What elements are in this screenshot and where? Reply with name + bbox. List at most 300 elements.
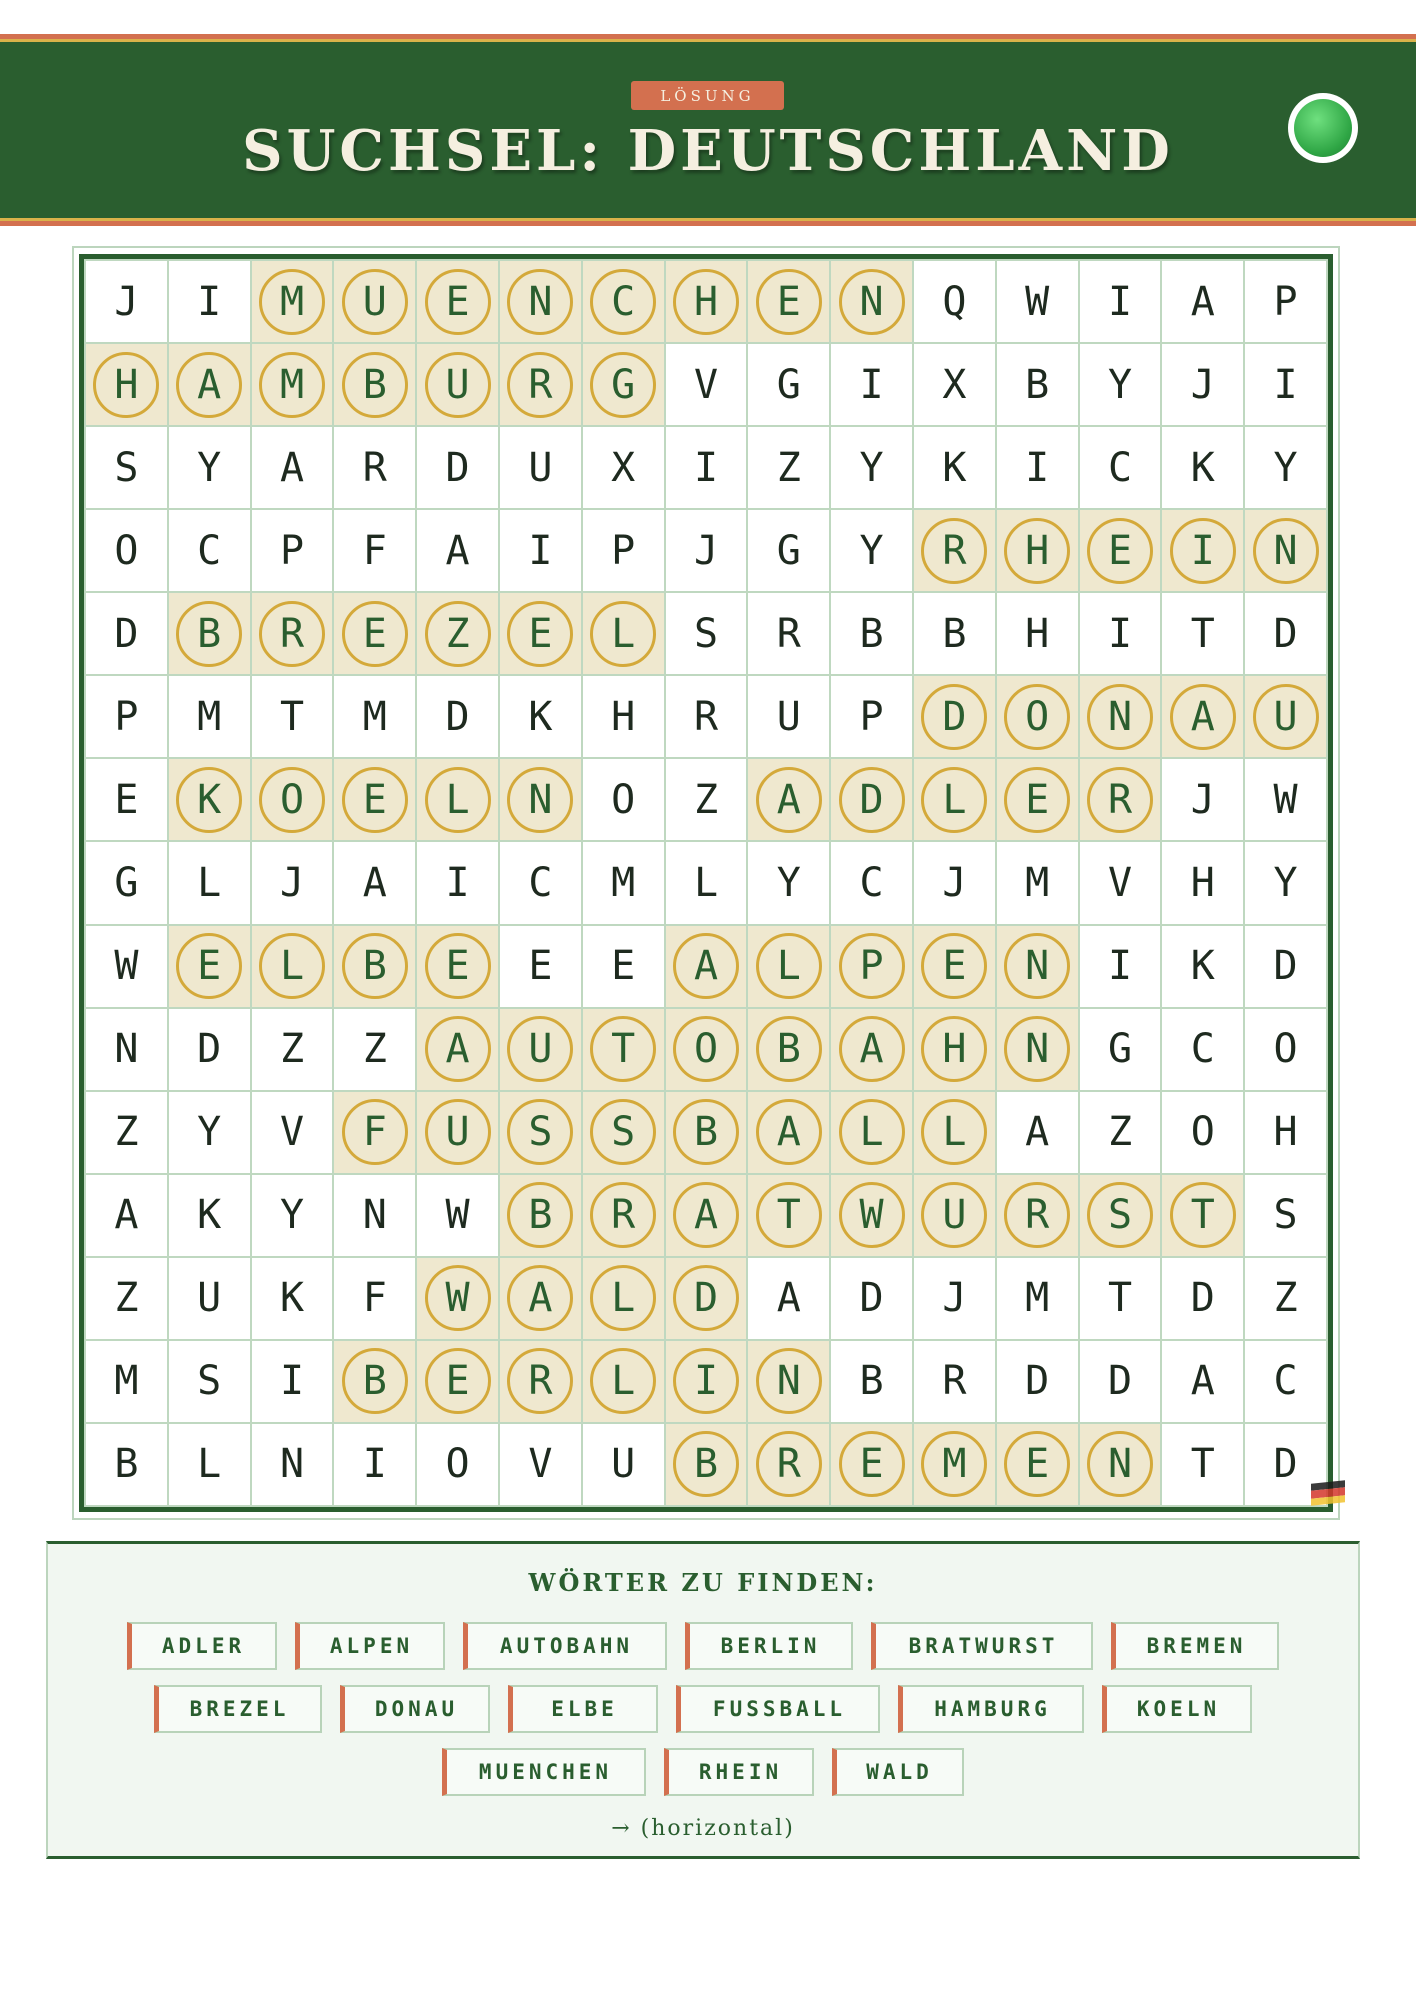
highlight-circle: A [839, 1016, 905, 1082]
grid-cell: K [252, 1258, 333, 1339]
word-chip: WALD [832, 1748, 964, 1796]
highlight-circle: T [1170, 1182, 1236, 1248]
word-chip: BERLIN [685, 1622, 853, 1670]
grid-cell: F [334, 510, 415, 591]
grid-cell: U [583, 1424, 664, 1505]
grid-cell [748, 926, 829, 1007]
grid-cell: I [997, 427, 1078, 508]
grid-cell: N [86, 1009, 167, 1090]
highlight-circle: T [590, 1016, 656, 1082]
grid-cell [748, 1424, 829, 1505]
grid-cell: M [86, 1341, 167, 1422]
page-title: SUCHSEL: DEUTSCHLAND [242, 118, 1174, 184]
highlight-circle: N [756, 1348, 822, 1414]
highlight-circle: R [507, 1348, 573, 1414]
highlight-circle: N [1004, 1016, 1070, 1082]
grid-cell [914, 926, 995, 1007]
grid-cell [252, 759, 333, 840]
highlight-circle: O [259, 767, 325, 833]
grid-cell: D [997, 1341, 1078, 1422]
word-chip: KOELN [1102, 1685, 1252, 1733]
grid-cell: I [1080, 926, 1161, 1007]
highlight-circle: U [921, 1182, 987, 1248]
grid-cell: U [748, 676, 829, 757]
grid-cell [666, 1175, 747, 1256]
grid-cell [748, 1175, 829, 1256]
highlight-circle: L [839, 1099, 905, 1165]
grid-cell: C [1162, 1009, 1243, 1090]
grid-cell: D [169, 1009, 250, 1090]
grid-cell [666, 261, 747, 342]
highlight-circle: E [1004, 767, 1070, 833]
grid-cell: E [583, 926, 664, 1007]
grid-cell: D [86, 593, 167, 674]
highlight-circle: A [176, 352, 242, 418]
grid-cell: N [334, 1175, 415, 1256]
green-circle-icon [1288, 93, 1358, 163]
grid-cell [914, 676, 995, 757]
grid-cell [334, 1341, 415, 1422]
highlight-circle: S [507, 1099, 573, 1165]
grid-cell [748, 261, 829, 342]
grid-cell [252, 261, 333, 342]
grid-cell: A [1162, 261, 1243, 342]
highlight-circle: C [590, 269, 656, 335]
grid-cell: J [1162, 759, 1243, 840]
word-list-title: WÖRTER ZU FINDEN: [528, 1568, 878, 1597]
grid-cell: C [169, 510, 250, 591]
highlight-circle: E [425, 1348, 491, 1414]
grid-cell [86, 344, 167, 425]
highlight-circle: B [507, 1182, 573, 1248]
grid-cell: Z [1080, 1092, 1161, 1173]
highlight-circle: P [839, 933, 905, 999]
grid-cell [1080, 676, 1161, 757]
highlight-circle: R [507, 352, 573, 418]
grid-cell [583, 1092, 664, 1173]
grid-cell [500, 593, 581, 674]
word-chip: BREMEN [1111, 1622, 1279, 1670]
grid-cell [417, 926, 498, 1007]
header-banner [0, 34, 1416, 226]
grid-cell [666, 926, 747, 1007]
grid-cell: K [500, 676, 581, 757]
grid-cell: O [417, 1424, 498, 1505]
grid-cell: V [1080, 842, 1161, 923]
grid-cell: J [252, 842, 333, 923]
grid-cell: R [914, 1341, 995, 1422]
grid-cell: H [1245, 1092, 1326, 1173]
grid-cell: U [169, 1258, 250, 1339]
highlight-circle: L [921, 1099, 987, 1165]
grid-cell: A [417, 510, 498, 591]
grid-cell: Z [334, 1009, 415, 1090]
grid-cell: O [583, 759, 664, 840]
grid-cell: L [169, 1424, 250, 1505]
grid-cell [997, 676, 1078, 757]
grid-cell [417, 1092, 498, 1173]
highlight-circle: E [1004, 1431, 1070, 1497]
grid-cell: U [500, 427, 581, 508]
highlight-circle: W [425, 1265, 491, 1331]
highlight-circle: E [507, 601, 573, 667]
highlight-circle: E [839, 1431, 905, 1497]
grid-cell: K [1162, 427, 1243, 508]
grid-cell: D [417, 427, 498, 508]
grid-cell [500, 1092, 581, 1173]
highlight-circle: N [839, 269, 905, 335]
highlight-circle: L [259, 933, 325, 999]
grid-cell [417, 261, 498, 342]
grid-cell [1245, 510, 1326, 591]
grid-cell: K [1162, 926, 1243, 1007]
highlight-circle: N [507, 767, 573, 833]
highlight-circle: E [1087, 518, 1153, 584]
grid-cell [997, 759, 1078, 840]
grid-cell: I [1080, 593, 1161, 674]
grid-cell [1080, 1175, 1161, 1256]
grid-cell: Z [252, 1009, 333, 1090]
word-chip: BRATWURST [871, 1622, 1093, 1670]
grid-cell [831, 1009, 912, 1090]
grid-cell: M [169, 676, 250, 757]
highlight-circle: E [342, 767, 408, 833]
word-chip-row [48, 1748, 1358, 1796]
grid-cell: W [1245, 759, 1326, 840]
grid-cell [914, 1092, 995, 1173]
grid-cell: A [997, 1092, 1078, 1173]
highlight-circle: R [590, 1182, 656, 1248]
grid-cell [252, 926, 333, 1007]
grid-cell [997, 510, 1078, 591]
grid-cell: C [1245, 1341, 1326, 1422]
grid-cell: P [86, 676, 167, 757]
highlight-circle: A [1170, 684, 1236, 750]
grid-cell [997, 1175, 1078, 1256]
grid-cell: J [86, 261, 167, 342]
word-chip: DONAU [340, 1685, 490, 1733]
word-chip: ELBE [508, 1685, 658, 1733]
solution-badge: LÖSUNG [631, 81, 784, 110]
grid-cell: B [831, 1341, 912, 1422]
highlight-circle: A [673, 1182, 739, 1248]
grid-cell: X [583, 427, 664, 508]
grid-cell [169, 926, 250, 1007]
grid-cell [169, 593, 250, 674]
grid-cell: V [500, 1424, 581, 1505]
highlight-circle: B [756, 1016, 822, 1082]
grid-cell: R [334, 427, 415, 508]
grid-cell: K [169, 1175, 250, 1256]
grid-cell [583, 1009, 664, 1090]
grid-cell: W [997, 261, 1078, 342]
highlight-circle: E [425, 269, 491, 335]
word-chip: AUTOBAHN [463, 1622, 667, 1670]
word-chip-row [48, 1622, 1358, 1670]
grid-cell: Y [169, 1092, 250, 1173]
word-chip: FUSSBALL [676, 1685, 880, 1733]
grid-cell [1080, 759, 1161, 840]
grid-cell: B [914, 593, 995, 674]
grid-cell: H [583, 676, 664, 757]
highlight-circle: U [342, 269, 408, 335]
grid-cell: S [1245, 1175, 1326, 1256]
grid-cell: A [252, 427, 333, 508]
grid-cell [500, 759, 581, 840]
word-chip: ADLER [127, 1622, 277, 1670]
highlight-circle: D [921, 684, 987, 750]
grid-cell: O [1162, 1092, 1243, 1173]
grid-cell [1162, 676, 1243, 757]
grid-cell [252, 593, 333, 674]
grid-cell: Y [1245, 427, 1326, 508]
grid-cell [334, 1092, 415, 1173]
grid-cell: Z [666, 759, 747, 840]
germany-flag-icon [1311, 1480, 1345, 1506]
grid-cell: Z [1245, 1258, 1326, 1339]
grid-cell: I [1080, 261, 1161, 342]
highlight-circle: B [673, 1431, 739, 1497]
grid-cell [1080, 510, 1161, 591]
grid-cell: O [1245, 1009, 1326, 1090]
letter-grid [79, 254, 1333, 1512]
grid-cell: L [169, 842, 250, 923]
highlight-circle: D [839, 767, 905, 833]
grid-cell: G [748, 344, 829, 425]
word-chip: HAMBURG [898, 1685, 1084, 1733]
grid-cell [914, 1009, 995, 1090]
grid-cell: A [748, 1258, 829, 1339]
grid-cell: I [831, 344, 912, 425]
grid-cell: I [500, 510, 581, 591]
grid-cell [583, 344, 664, 425]
word-chip: BREZEL [154, 1685, 322, 1733]
grid-cell: P [1245, 261, 1326, 342]
grid-cell: J [666, 510, 747, 591]
grid-cell: V [252, 1092, 333, 1173]
grid-cell: C [1080, 427, 1161, 508]
word-list-panel [46, 1541, 1360, 1859]
grid-cell [500, 344, 581, 425]
highlight-circle: E [342, 601, 408, 667]
highlight-circle: A [425, 1016, 491, 1082]
highlight-circle: M [259, 269, 325, 335]
grid-cell: G [86, 842, 167, 923]
highlight-circle: E [756, 269, 822, 335]
grid-cell [914, 510, 995, 591]
grid-cell [666, 1341, 747, 1422]
grid-cell [831, 759, 912, 840]
grid-cell: Z [748, 427, 829, 508]
grid-cell: G [748, 510, 829, 591]
grid-cell: J [914, 1258, 995, 1339]
grid-cell: N [252, 1424, 333, 1505]
grid-cell [169, 759, 250, 840]
grid-cell: T [252, 676, 333, 757]
highlight-circle: B [176, 601, 242, 667]
highlight-circle: S [1087, 1182, 1153, 1248]
grid-cell [1245, 676, 1326, 757]
grid-cell: W [417, 1175, 498, 1256]
highlight-circle: I [673, 1348, 739, 1414]
highlight-circle: N [1004, 933, 1070, 999]
grid-cell [500, 261, 581, 342]
grid-cell: Z [86, 1258, 167, 1339]
highlight-circle: T [756, 1182, 822, 1248]
grid-cell: J [1162, 344, 1243, 425]
highlight-circle: A [756, 1099, 822, 1165]
grid-cell: A [86, 1175, 167, 1256]
highlight-circle: M [259, 352, 325, 418]
highlight-circle: N [1253, 518, 1319, 584]
highlight-circle: L [425, 767, 491, 833]
grid-cell [500, 1009, 581, 1090]
grid-cell: A [1162, 1341, 1243, 1422]
grid-cell: Y [1245, 842, 1326, 923]
highlight-circle: H [921, 1016, 987, 1082]
grid-cell: Y [252, 1175, 333, 1256]
grid-cell: O [86, 510, 167, 591]
grid-cell: S [169, 1341, 250, 1422]
grid-cell [831, 1424, 912, 1505]
highlight-circle: L [590, 1348, 656, 1414]
grid-cell [334, 926, 415, 1007]
grid-cell: V [666, 344, 747, 425]
grid-cell: H [1162, 842, 1243, 923]
grid-cell [583, 593, 664, 674]
highlight-circle: H [1004, 518, 1070, 584]
grid-cell: D [831, 1258, 912, 1339]
grid-cell [914, 1175, 995, 1256]
grid-cell [666, 1009, 747, 1090]
highlight-circle: B [342, 352, 408, 418]
grid-cell [252, 344, 333, 425]
highlight-circle: N [1087, 684, 1153, 750]
highlight-circle: L [921, 767, 987, 833]
grid-cell [831, 1092, 912, 1173]
grid-cell: M [334, 676, 415, 757]
grid-cell: I [169, 261, 250, 342]
grid-cell: S [86, 427, 167, 508]
highlight-circle: K [176, 767, 242, 833]
grid-cell: I [1245, 344, 1326, 425]
grid-cell: G [1080, 1009, 1161, 1090]
grid-cell [997, 1009, 1078, 1090]
grid-cell: W [86, 926, 167, 1007]
word-chip: ALPEN [295, 1622, 445, 1670]
grid-cell [831, 1175, 912, 1256]
grid-cell [417, 759, 498, 840]
highlight-circle: N [507, 269, 573, 335]
highlight-circle: R [259, 601, 325, 667]
grid-cell: H [997, 593, 1078, 674]
grid-cell: E [500, 926, 581, 1007]
grid-cell: F [334, 1258, 415, 1339]
grid-cell: P [583, 510, 664, 591]
grid-cell [334, 759, 415, 840]
highlight-circle: U [507, 1016, 573, 1082]
highlight-circle: R [1087, 767, 1153, 833]
grid-cell: S [666, 593, 747, 674]
highlight-circle: U [425, 1099, 491, 1165]
grid-cell: C [500, 842, 581, 923]
grid-cell [334, 261, 415, 342]
grid-cell: Z [86, 1092, 167, 1173]
highlight-circle: R [921, 518, 987, 584]
highlight-circle: A [507, 1265, 573, 1331]
grid-cell [748, 759, 829, 840]
highlight-circle: E [176, 933, 242, 999]
grid-cell [334, 344, 415, 425]
highlight-circle: R [756, 1431, 822, 1497]
grid-cell [583, 261, 664, 342]
grid-cell: I [417, 842, 498, 923]
grid-cell: D [1245, 593, 1326, 674]
grid-cell: B [997, 344, 1078, 425]
grid-cell [748, 1009, 829, 1090]
grid-cell [914, 1424, 995, 1505]
grid-cell [831, 926, 912, 1007]
grid-cell: P [831, 676, 912, 757]
grid-cell [748, 1341, 829, 1422]
highlight-circle: F [342, 1099, 408, 1165]
grid-cell [997, 1424, 1078, 1505]
grid-cell: E [86, 759, 167, 840]
grid-cell [1080, 1424, 1161, 1505]
highlight-circle: G [590, 352, 656, 418]
grid-cell [417, 344, 498, 425]
grid-cell: X [914, 344, 995, 425]
grid-cell: Y [831, 427, 912, 508]
word-chip-row [48, 1685, 1358, 1733]
highlight-circle: O [673, 1016, 739, 1082]
direction-hint: → (horizontal) [611, 1816, 795, 1841]
highlight-circle: D [673, 1265, 739, 1331]
highlight-circle: N [1087, 1431, 1153, 1497]
grid-cell: D [1245, 926, 1326, 1007]
highlight-circle: H [93, 352, 159, 418]
grid-cell: I [666, 427, 747, 508]
grid-cell [583, 1341, 664, 1422]
highlight-circle: L [590, 601, 656, 667]
highlight-circle: R [1004, 1182, 1070, 1248]
grid-cell: D [417, 676, 498, 757]
grid-cell [748, 1092, 829, 1173]
grid-cell: J [914, 842, 995, 923]
grid-cell: Y [169, 427, 250, 508]
grid-cell [583, 1258, 664, 1339]
word-chip: MUENCHEN [442, 1748, 646, 1796]
grid-cell: T [1080, 1258, 1161, 1339]
grid-cell [666, 1092, 747, 1173]
grid-cell [334, 593, 415, 674]
grid-cell: D [1162, 1258, 1243, 1339]
grid-cell: B [86, 1424, 167, 1505]
highlight-circle: L [590, 1265, 656, 1331]
highlight-circle: M [921, 1431, 987, 1497]
grid-cell: P [252, 510, 333, 591]
grid-cell: I [334, 1424, 415, 1505]
grid-cell: C [831, 842, 912, 923]
grid-cell: K [914, 427, 995, 508]
grid-cell [417, 1009, 498, 1090]
highlight-circle: B [342, 1348, 408, 1414]
word-chip: RHEIN [664, 1748, 814, 1796]
highlight-circle: U [425, 352, 491, 418]
highlight-circle: L [756, 933, 822, 999]
highlight-circle: I [1170, 518, 1236, 584]
grid-cell: M [997, 842, 1078, 923]
